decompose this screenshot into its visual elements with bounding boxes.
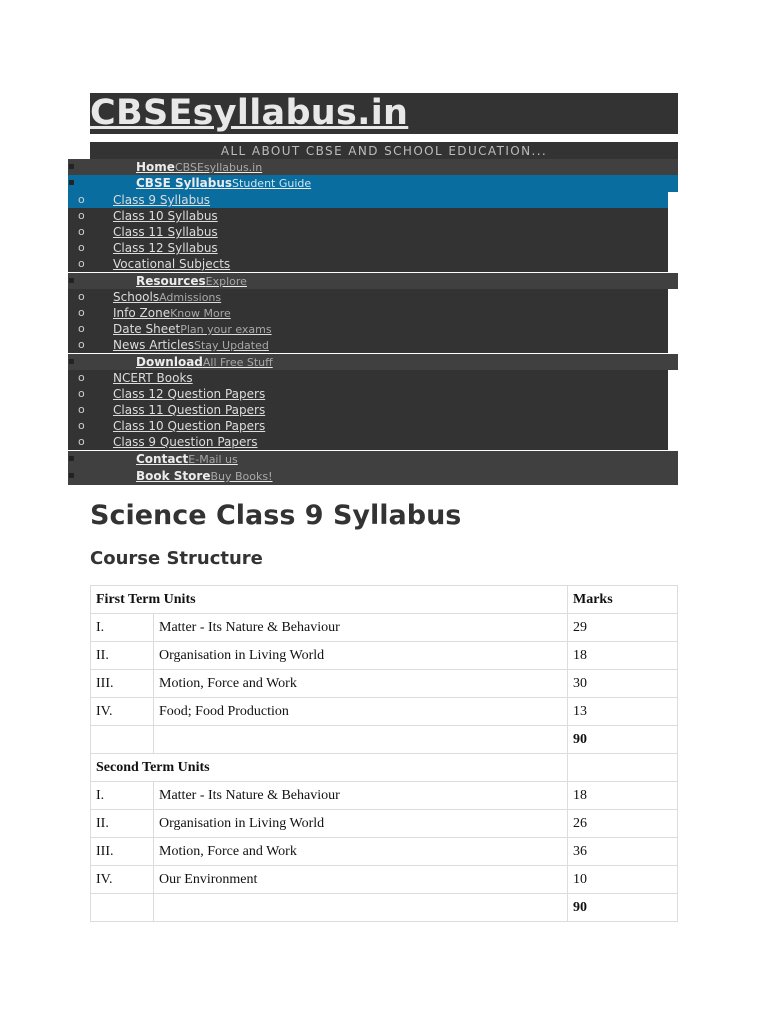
unit-marks: 13 bbox=[568, 698, 678, 726]
nav-subitem-vocational-subjects[interactable] bbox=[68, 256, 668, 272]
nav-subitem-link[interactable]: Class 9 Syllabus bbox=[113, 193, 211, 207]
site-header bbox=[90, 93, 678, 134]
unit-number: III. bbox=[91, 670, 154, 698]
unit-marks: 36 bbox=[568, 838, 678, 866]
table-row bbox=[91, 838, 678, 866]
nav-subitem-link[interactable]: NCERT Books bbox=[113, 371, 193, 385]
nav-subitem-link[interactable]: SchoolsAdmissions bbox=[113, 290, 222, 304]
site-tagline: ALL ABOUT CBSE AND SCHOOL EDUCATION... bbox=[90, 142, 678, 160]
circle-bullet-icon: o bbox=[78, 225, 85, 238]
nav-subitem-link[interactable]: Class 12 Question Papers bbox=[113, 387, 266, 401]
nav-subitem-link[interactable]: Vocational Subjects bbox=[113, 257, 231, 271]
nav-subitem-link[interactable]: Info ZoneKnow More bbox=[113, 306, 231, 320]
second-term-header: Second Term Units bbox=[91, 754, 568, 782]
unit-name: Organisation in Living World bbox=[154, 642, 568, 670]
unit-number: IV. bbox=[91, 698, 154, 726]
nav-item-download[interactable] bbox=[68, 354, 678, 370]
nav-item-contact[interactable] bbox=[68, 451, 678, 468]
bullet-icon: ▪ bbox=[68, 356, 75, 367]
nav-book-store-link[interactable]: Book StoreBuy Books! bbox=[136, 469, 273, 483]
nav-home-link[interactable]: HomeCBSEsyllabus.in bbox=[136, 160, 263, 174]
circle-bullet-icon: o bbox=[78, 241, 85, 254]
nav-subitem-link[interactable]: Date SheetPlan your exams bbox=[113, 322, 272, 336]
nav-subitem-link[interactable]: News ArticlesStay Updated bbox=[113, 338, 269, 352]
circle-bullet-icon: o bbox=[78, 322, 85, 335]
circle-bullet-icon: o bbox=[78, 209, 85, 222]
nav-subitem-class11-papers[interactable] bbox=[68, 402, 668, 418]
unit-name: Matter - Its Nature & Behaviour bbox=[154, 782, 568, 810]
circle-bullet-icon: o bbox=[78, 257, 85, 270]
nav-subitem-info-zone[interactable] bbox=[68, 305, 668, 321]
unit-name: Motion, Force and Work bbox=[154, 670, 568, 698]
page-title: Science Class 9 Syllabus bbox=[90, 500, 462, 531]
bullet-icon: ▪ bbox=[68, 470, 75, 481]
nav-item-resources[interactable] bbox=[68, 273, 678, 289]
nav-subitem-class9-syllabus[interactable] bbox=[68, 192, 668, 208]
table-total-row bbox=[91, 726, 678, 754]
circle-bullet-icon: o bbox=[78, 435, 85, 448]
circle-bullet-icon: o bbox=[78, 403, 85, 416]
nav-subitem-class10-syllabus[interactable] bbox=[68, 208, 668, 224]
unit-marks: 26 bbox=[568, 810, 678, 838]
first-term-total: 90 bbox=[568, 726, 678, 754]
nav-subitem-class11-syllabus[interactable] bbox=[68, 224, 668, 240]
nav-subitem-news-articles[interactable] bbox=[68, 337, 668, 353]
table-header-row bbox=[91, 586, 678, 614]
unit-number: I. bbox=[91, 614, 154, 642]
unit-number: II. bbox=[91, 810, 154, 838]
bullet-icon: ▪ bbox=[68, 275, 75, 286]
course-structure-table bbox=[90, 585, 678, 922]
unit-marks: 29 bbox=[568, 614, 678, 642]
table-row bbox=[91, 810, 678, 838]
unit-number: I. bbox=[91, 782, 154, 810]
table-row bbox=[91, 698, 678, 726]
empty-cell bbox=[91, 726, 154, 754]
empty-cell bbox=[91, 894, 154, 922]
empty-cell bbox=[568, 754, 678, 782]
nav-cbse-syllabus-link[interactable]: CBSE SyllabusStudent Guide bbox=[136, 176, 312, 190]
circle-bullet-icon: o bbox=[78, 371, 85, 384]
circle-bullet-icon: o bbox=[78, 193, 85, 206]
marks-header: Marks bbox=[568, 586, 678, 614]
table-total-row bbox=[91, 894, 678, 922]
nav-subitem-class12-syllabus[interactable] bbox=[68, 240, 668, 256]
unit-name: Organisation in Living World bbox=[154, 810, 568, 838]
site-logo-link[interactable]: CBSEsyllabus.in bbox=[90, 93, 409, 133]
table-row bbox=[91, 782, 678, 810]
nav-subitem-link[interactable]: Class 10 Syllabus bbox=[113, 209, 218, 223]
circle-bullet-icon: o bbox=[78, 387, 85, 400]
nav-subitem-link[interactable]: Class 12 Syllabus bbox=[113, 241, 218, 255]
bullet-icon: ▪ bbox=[68, 177, 75, 188]
unit-marks: 18 bbox=[568, 782, 678, 810]
nav-subitem-link[interactable]: Class 11 Syllabus bbox=[113, 225, 218, 239]
nav-subitem-ncert-books[interactable] bbox=[68, 370, 668, 386]
nav-subitem-link[interactable]: Class 10 Question Papers bbox=[113, 419, 266, 433]
nav-subitem-link[interactable]: Class 11 Question Papers bbox=[113, 403, 266, 417]
nav-item-cbse-syllabus[interactable] bbox=[68, 175, 678, 192]
circle-bullet-icon: o bbox=[78, 290, 85, 303]
empty-cell bbox=[154, 894, 568, 922]
table-row bbox=[91, 670, 678, 698]
section-heading: Course Structure bbox=[90, 548, 263, 569]
unit-name: Our Environment bbox=[154, 866, 568, 894]
nav-subitem-class9-papers[interactable] bbox=[68, 434, 668, 450]
table-row bbox=[91, 866, 678, 894]
nav-subitem-link[interactable]: Class 9 Question Papers bbox=[113, 435, 258, 449]
nav-subitem-class12-papers[interactable] bbox=[68, 386, 668, 402]
unit-marks: 30 bbox=[568, 670, 678, 698]
circle-bullet-icon: o bbox=[78, 338, 85, 351]
table-row bbox=[91, 642, 678, 670]
empty-cell bbox=[154, 726, 568, 754]
bullet-icon: ▪ bbox=[68, 453, 75, 464]
unit-marks: 18 bbox=[568, 642, 678, 670]
unit-number: III. bbox=[91, 838, 154, 866]
circle-bullet-icon: o bbox=[78, 419, 85, 432]
bullet-icon: ▪ bbox=[68, 161, 75, 172]
nav-subitem-schools[interactable] bbox=[68, 289, 668, 305]
unit-name: Matter - Its Nature & Behaviour bbox=[154, 614, 568, 642]
table-row bbox=[91, 614, 678, 642]
nav-subitem-date-sheet[interactable] bbox=[68, 321, 668, 337]
nav-item-home[interactable] bbox=[68, 159, 678, 175]
circle-bullet-icon: o bbox=[78, 306, 85, 319]
unit-name: Food; Food Production bbox=[154, 698, 568, 726]
unit-number: II. bbox=[91, 642, 154, 670]
nav-resources-link[interactable]: ResourcesExplore bbox=[136, 274, 247, 288]
table-header-row bbox=[91, 754, 678, 782]
unit-name: Motion, Force and Work bbox=[154, 838, 568, 866]
second-term-total: 90 bbox=[568, 894, 678, 922]
nav-subitem-class10-papers[interactable] bbox=[68, 418, 668, 434]
nav-item-book-store[interactable] bbox=[68, 468, 678, 485]
first-term-header: First Term Units bbox=[91, 586, 568, 614]
unit-number: IV. bbox=[91, 866, 154, 894]
nav-contact-link[interactable]: ContactE-Mail us bbox=[136, 452, 238, 466]
nav-download-link[interactable]: DownloadAll Free Stuff bbox=[136, 355, 273, 369]
unit-marks: 10 bbox=[568, 866, 678, 894]
